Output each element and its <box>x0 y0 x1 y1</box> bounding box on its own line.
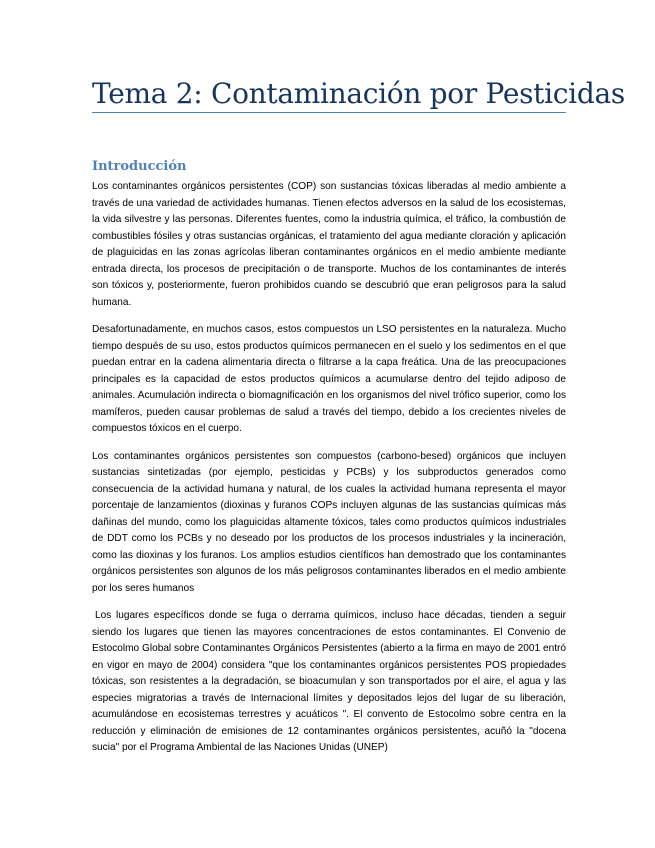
paragraph-cop-definition: Los contaminantes orgánicos persistentes (COP) son sustancias tóxicas liberadas al medio ambiente a través de una variedad de actividades humanas. Tienen efectos adversos en la salud de los ecosistemas, la vida silvestre y las personas. Diferentes fuentes, como la industria química, el tráfico, la combustión de combustibles fósiles y otras sustancias orgánicas, el tratamiento del agua mediante cloración y aplicación de plaguicidas en las zonas agrícolas liberan contaminantes orgánicos en el medio ambiente mediante entrada directa, los procesos de precipitación o de transporte. Muchos de los contaminantes de interés son tóxicos y, posteriormente, fueron prohibidos cuando se descubrió que eran peligrosos para la salud humana. <box>92 181 566 308</box>
document-body <box>92 156 566 768</box>
paragraph-persistence: Desafortunadamente, en muchos casos, estos compuestos un LSO persistentes en la naturaleza. Mucho tiempo después de su uso, estos productos químicos permanecen en el suelo y los sedimentos en el que puedan entrar en la cadena alimentaria directa o filtrarse a la capa freática. Una de las preocupaciones principales es la capacidad de estos productos químicos a acumularse dentro del tejido adiposo de animales. Acumulación indirecta o biomagnificación en los organismos del nivel trófico superior, como los mamíferos, pueden causar problemas de salud a través del tiempo, debido a los crecientes niveles de compuestos tóxicos en el cuerpo. <box>92 324 566 434</box>
document-title: Tema 2: Contaminación por Pesticidas <box>92 77 625 110</box>
paragraph-compounds: Los contaminantes orgánicos persistentes son compuestos (carbono-besed) orgánicos que incluyen sustancias sintetizadas (por ejemplo, pesticidas y PCBs) y los subproductos generados como consecuencia de la actividad humana y natural, de los cuales la actividad humana representa el mayor porcentaje de lanzamientos (dioxinas y furanos COPs incluyen algunas de las sustancias químicas más dañinas del mundo, como los plaguicidas altamente tóxicos, tales como productos químicos industriales de DDT como los PCBs y no deseado por los productos de los procesos industriales y la incineración, como las dioxinas y los furanos. Los amplios estudios científicos han demostrado que los contaminantes orgánicos persistentes son algunos de los más peligrosos contaminantes liberados en el medio ambiente por los seres humanos <box>92 450 566 594</box>
paragraph-stockholm-convention: Los lugares específicos donde se fuga o derrama químicos, incluso hace décadas, tienden a seguir siendo los lugares que tienen las mayores concentraciones de estos contaminantes. El Convenio de Estocolmo Global sobre Contaminantes Orgánicos Persistentes (abierto a la firma en mayo de 2001 entró en vigor en mayo de 2004) considera "que los contaminantes orgánicos persistentes POS propiedades tóxicas, son resistentes a la degradación, se bioacumulan y son transportados por el aire, el agua y las especies migratorias a través de Internacional límites y depositados lejos del lugar de su liberación, acumulándose en ecosistemas terrestres y acuáticos ". El convento de Estocolmo sobre centra en la reducción y eliminación de emisiones de 12 contaminantes orgánicos persistentes, acuñó la "docena sucia" por el Programa Ambiental de las Naciones Unidas (UNEP) <box>92 610 566 753</box>
title-underline <box>92 112 566 113</box>
section-heading-introduccion: Introducción <box>92 159 187 174</box>
